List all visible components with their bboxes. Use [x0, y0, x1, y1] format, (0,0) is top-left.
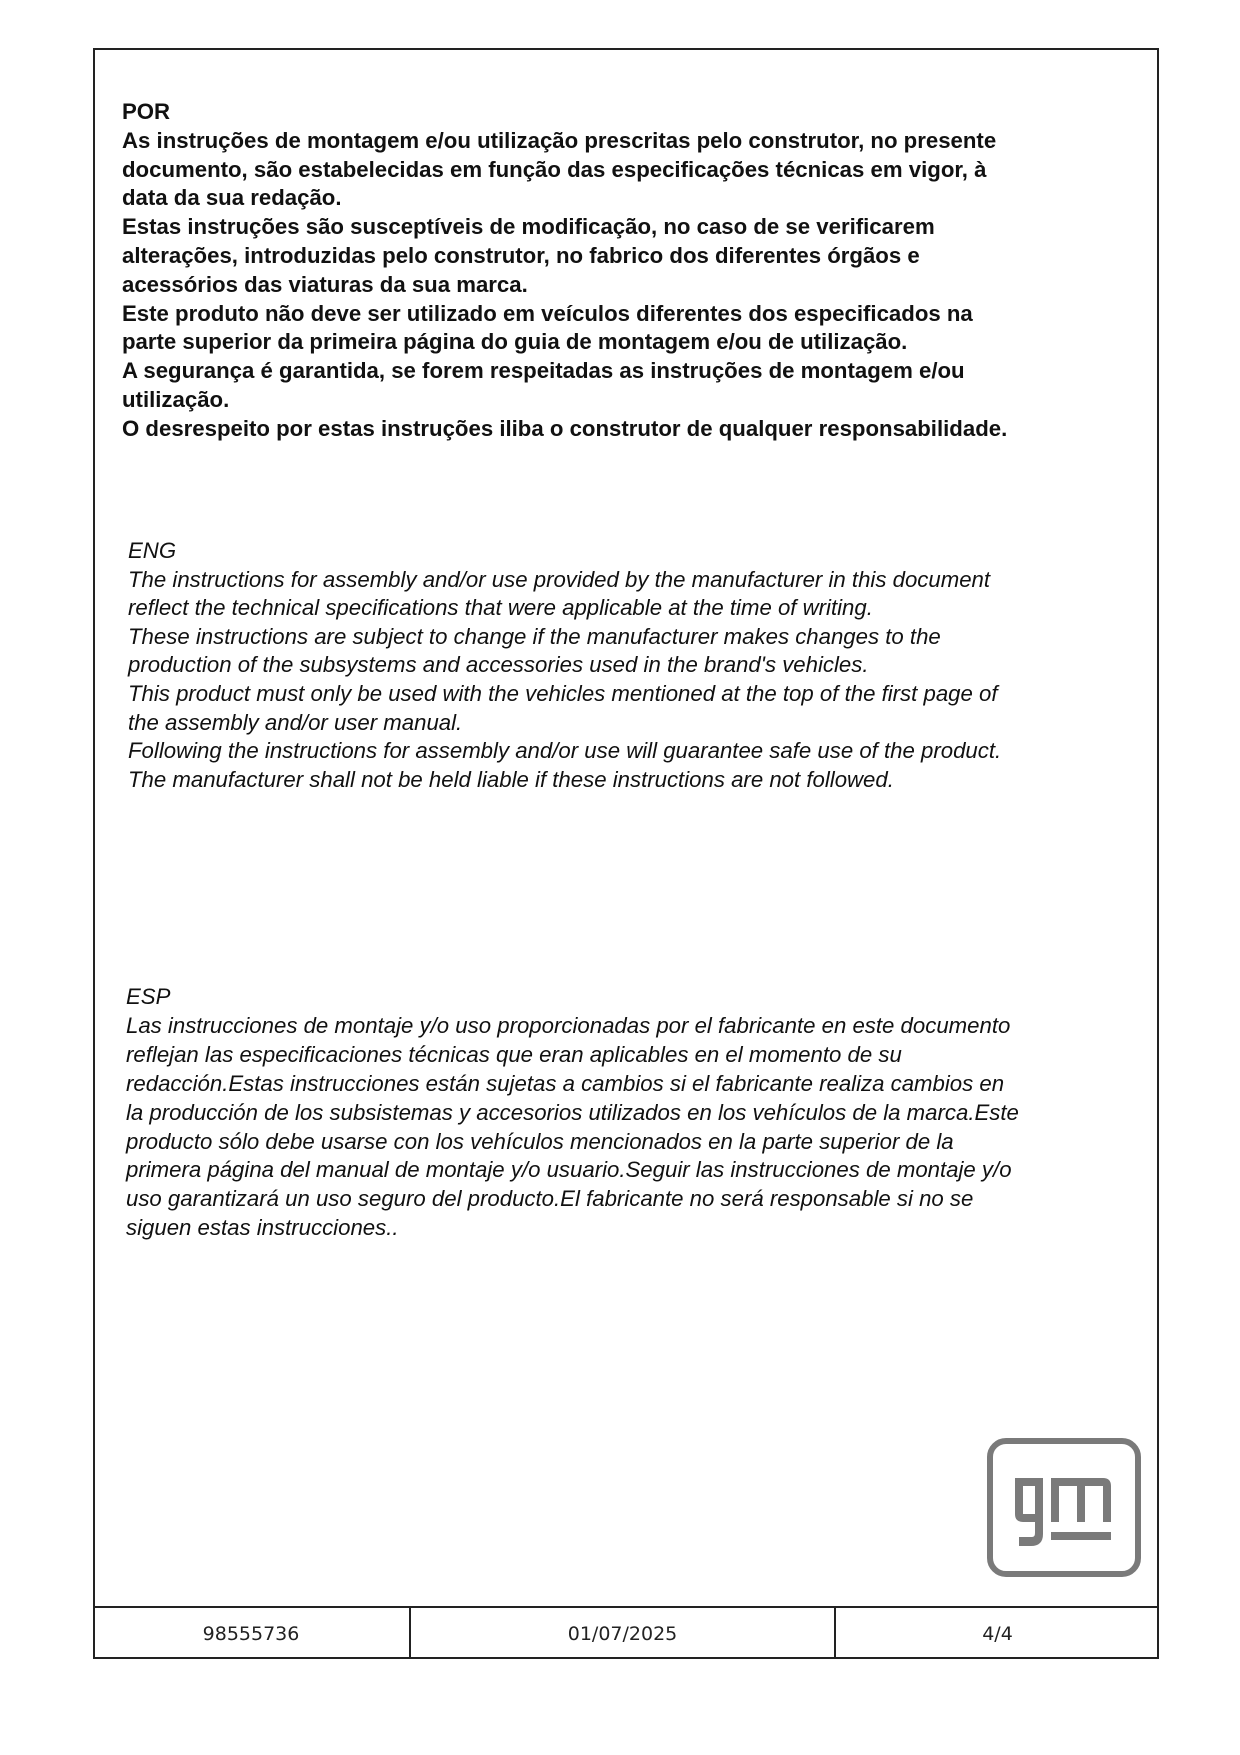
footer-part-number: 98555736	[93, 1608, 411, 1659]
esp-line: uso garantizará un uso seguro del producto.El fabricante no será responsable si no se	[126, 1186, 974, 1212]
section-eng	[128, 537, 1158, 794]
por-line: Estas instruções são susceptíveis de modificação, no caso de se verificarem	[122, 214, 935, 240]
por-line: utilização.	[122, 386, 230, 412]
por-line: As instruções de montagem e/ou utilização prescritas pelo construtor, no presente	[122, 127, 997, 153]
esp-line: siguen estas instrucciones..	[126, 1215, 399, 1241]
por-line: acessórios das viaturas da sua marca.	[122, 271, 528, 297]
por-line: documento, são estabelecidas em função das especificações técnicas em vigor, à	[122, 156, 987, 182]
section-label-por: POR	[122, 99, 171, 124]
esp-line: redacción.Estas instrucciones están sujetas a cambios si el fabricante realiza cambios en	[126, 1070, 1005, 1096]
gm-logo-icon	[985, 1436, 1143, 1579]
eng-line: reflect the technical specifications that were applicable at the time of writing.	[128, 595, 873, 621]
por-line: alterações, introduzidas pelo construtor, no fabrico dos diferentes órgãos e	[122, 242, 920, 268]
eng-line: The manufacturer shall not be held liable if these instructions are not followed.	[128, 766, 894, 792]
section-label-eng: ENG	[128, 538, 177, 563]
footer-table	[93, 1606, 1159, 1659]
por-line: data da sua redação.	[122, 185, 342, 211]
gm-logo	[985, 1436, 1143, 1579]
esp-line: primera página del manual de montaje y/o usuario.Seguir las instrucciones de montaje y/o	[126, 1157, 1012, 1183]
section-esp	[126, 983, 1136, 1243]
por-line: Este produto não deve ser utilizado em veículos diferentes dos especificados na	[122, 300, 973, 326]
esp-line: producto sólo debe usarse con los vehículos mencionados en la parte superior de la	[126, 1128, 954, 1154]
eng-line: This product must only be used with the vehicles mentioned at the top of the first page of	[128, 680, 998, 706]
esp-line: la producción de los subsistemas y accesorios utilizados en los vehículos de la marca.Este	[126, 1099, 1019, 1125]
eng-line: production of the subsystems and accessories used in the brand's vehicles.	[128, 652, 869, 678]
eng-line: the assembly and/or user manual.	[128, 709, 463, 735]
section-por	[122, 98, 1152, 444]
footer-date: 01/07/2025	[411, 1608, 836, 1659]
eng-line: Following the instructions for assembly and/or use will guarantee safe use of the product.	[128, 738, 1002, 764]
por-line: parte superior da primeira página do guia de montagem e/ou de utilização.	[122, 329, 908, 355]
por-line: O desrespeito por estas instruções iliba o construtor de qualquer responsabilidade.	[122, 415, 1008, 441]
section-label-esp: ESP	[126, 984, 171, 1009]
footer-page-number: 4/4	[982, 1622, 1013, 1645]
eng-line: These instructions are subject to change if the manufacturer makes changes to the	[128, 623, 941, 649]
esp-line: reflejan las especificaciones técnicas que eran aplicables en el momento de su	[126, 1041, 902, 1067]
eng-line: The instructions for assembly and/or use provided by the manufacturer in this document	[128, 566, 991, 592]
esp-line: Las instrucciones de montaje y/o uso proporcionadas por el fabricante en este documento	[126, 1012, 1011, 1038]
por-line: A segurança é garantida, se forem respeitadas as instruções de montagem e/ou	[122, 358, 965, 384]
